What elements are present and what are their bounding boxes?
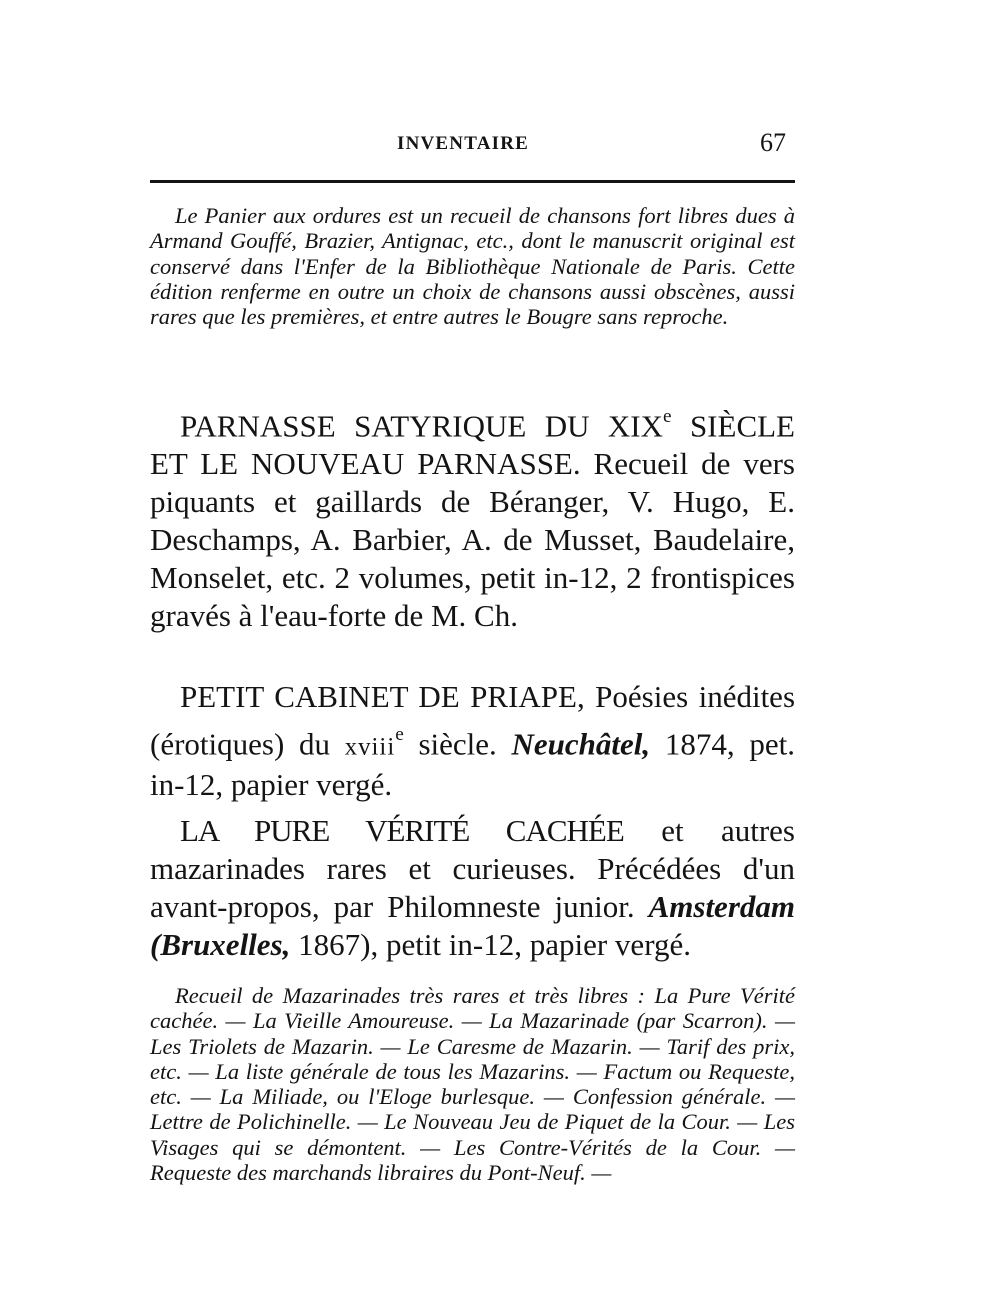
page-number: 67 — [760, 128, 786, 157]
entry-body-part1: et autres mazarinades rares et curieuses. Précédées d'un avant-propos, par Philomneste junior. — [150, 813, 795, 924]
entry-title-sup: e — [663, 406, 672, 427]
entry-body-part2: siècle. — [403, 726, 512, 762]
entry-title: PETIT CABINET DE PRIAPE, — [180, 679, 585, 714]
entry-title-part2: SIÈCLE ET LE NOUVEAU PARNASSE. — [150, 408, 795, 482]
note-panier-aux-ordures: Le Panier aux ordures est un recueil de chansons fort libres dues à Armand Gouffé, Brazier, Antignac, etc., dont le manuscrit original est conservé dans l'Enfer de la Bibliothèque Nationale de Paris. Cette édition renferme en outre un choix de chansons aussi obscènes, aussi rares que les premières, et entre autres le Bougre sans reproche. — [150, 203, 795, 330]
running-title: INVENTAIRE — [397, 133, 530, 154]
note-recueil-de-mazarinades: Recueil de Mazarinades très rares et très libres : La Pure Vérité cachée. — La Vieille Amoureuse. — La Mazarinade (par Scarron). — Les Triolets de Mazarin. — Le Caresme de Mazarin. — Tarif des prix, etc. — La liste générale de tous les Mazarins. — Factum ou Requeste, etc. — La Miliade, ou l'Eloge burlesque. — Confession générale. — Lettre de Polichinelle. — Le Nouveau Jeu de Piquet de la Cour. — Les Visages qui se démontent. — Les Contre-Vérités de la Cour. — Requeste des marchands libraires du Pont-Neuf. — — [150, 983, 795, 1186]
entry-place: Amsterdam (Bruxelles, — [150, 889, 795, 962]
entry-century: xviii — [344, 733, 396, 761]
header-rule — [150, 180, 795, 183]
entry-body-part3: 1874, pet. in-12, papier vergé. — [150, 726, 795, 803]
entry-title-part1: PARNASSE SATYRIQUE DU XIX — [180, 408, 663, 444]
entry-la-pure-verite-cachee — [150, 812, 795, 964]
entry-body-part1: Poésies inédites (érotiques) du — [150, 679, 796, 762]
entry-title: LA PURE VÉRITÉ CACHÉE — [180, 813, 624, 848]
entry-parnasse-satyrique — [150, 398, 795, 635]
entry-place: Neuchâtel, — [511, 726, 651, 762]
entry-body: Recueil de vers piquants et gaillards de Béranger, V. Hugo, E. Deschamps, A. Barbier, A. de Musset, Baudelaire, Monselet, etc. 2 volumes, petit in-12, 2 frontispices gravés à l'eau-forte de M. Ch. — [150, 446, 795, 634]
entry-body-part2: 1867), petit in-12, papier vergé. — [290, 927, 691, 962]
entry-century-sup: e — [395, 724, 404, 745]
entry-petit-cabinet-de-priape — [150, 678, 795, 804]
